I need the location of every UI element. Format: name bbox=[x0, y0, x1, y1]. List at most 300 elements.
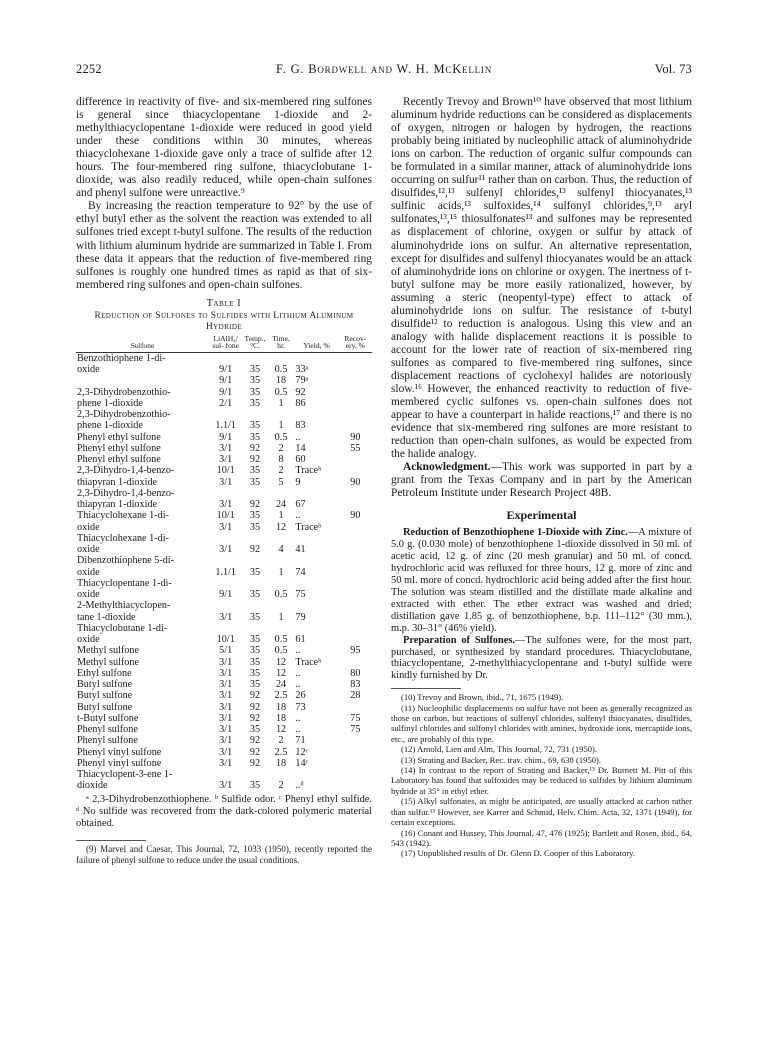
table-row bbox=[76, 780, 372, 791]
cell-sulfone: oxide bbox=[77, 521, 100, 533]
cell-temp: 35 bbox=[249, 780, 261, 792]
cell-temp: 35 bbox=[249, 611, 261, 623]
cell-yield bbox=[294, 769, 338, 780]
cell-temp: 92 bbox=[249, 701, 261, 713]
cell-time: 2 bbox=[278, 442, 284, 454]
cell-time: 1 bbox=[278, 510, 284, 522]
table-row bbox=[76, 510, 372, 521]
cell-temp: 35 bbox=[249, 431, 261, 443]
cell-ratio bbox=[209, 623, 242, 634]
cell-sulfone: thiapyran 1-dioxide bbox=[77, 499, 158, 511]
cell-time bbox=[268, 409, 295, 420]
cell-time: 0.5 bbox=[274, 645, 288, 657]
cell-time: 12 bbox=[275, 667, 287, 679]
cell-time: 2 bbox=[278, 465, 284, 477]
cell-temp: 35 bbox=[249, 375, 261, 387]
table-row bbox=[76, 679, 372, 690]
experimental-paragraph bbox=[391, 527, 692, 634]
cell-temp: 35 bbox=[249, 465, 261, 477]
cell-ratio: 9/1 bbox=[219, 364, 233, 376]
cell-ratio: 9/1 bbox=[219, 386, 233, 398]
cell-recovery bbox=[339, 544, 372, 555]
cell-sulfone: 2-Methylthiacyclopen- bbox=[77, 600, 171, 612]
table-row bbox=[76, 409, 372, 420]
table-row bbox=[76, 364, 372, 375]
cell-time bbox=[268, 555, 295, 566]
paragraph: Recently Trevoy and Brown¹⁰ have observed that most lithium aluminum hydride reductions can be considered as displacements of oxygen, nitrogen or halogen by hydrogen, the reactions probably being initiated by nucleophilic attack of aluminohydride ions on carbon. The reduction of organic sulfur compounds can be formulated in a similar manner, attack of aluminohydride ions occurring on sulfur¹¹ rather than on carbon. Thus, the reduction of disulfides,¹²,¹³ sulfenyl chlorides,¹³ sulfenyl thiocyanates,¹³ sulfinic acids,¹³ sulfoxides,¹⁴ sulfonyl chlorides,⁹,¹³ aryl sulfonates,¹³,¹⁵ thiosulfonates¹³ and sulfones may be represented as displacement of chlorine, oxygen or sulfur by attack of aluminohydride ions on sulfur. An alternative representation, except for disulfides and sulfenyl thiocyanates would be an attack of aluminohydride ions on chlorine or oxygen. The inertness of t-butyl sulfone may be more easily rationalized, however, by assuming a steric (neopentyl-type) effect to attack of aluminohydride ions on sulfur. The resistance of t-butyl disulfide¹² to reduction is analogous. Using this view and an analogy with halide displacement reactions it is possible to account for the lower rate of reaction of six-membered ring sulfones as compared to five-membered ring sulfones, since displacement reactions of cyclohexyl halides are notoriously slow.¹⁶ However, the enhanced reactivity to reduction of five-membered cyclic sulfones vs. open-chain sulfones does not appear to have a counterpart in halide reactions,¹⁷ and there is no evidence that six-membered ring sulfones are more resistant to reduction than open-chain sulfones, as would be expected from the halide analogy. bbox=[391, 96, 692, 461]
cell-sulfone: phene 1-dioxide bbox=[77, 397, 143, 409]
table-row bbox=[76, 589, 372, 600]
cell-recovery: 55 bbox=[350, 442, 361, 454]
cell-recovery bbox=[339, 623, 372, 634]
cell-ratio: 3/1 bbox=[219, 712, 233, 724]
cell-yield: 79 bbox=[295, 611, 306, 623]
cell-recovery: 28 bbox=[350, 690, 361, 702]
table-row bbox=[76, 657, 372, 668]
cell-ratio: 3/1 bbox=[219, 611, 233, 623]
cell-recovery: 83 bbox=[350, 679, 361, 691]
table-row bbox=[76, 443, 372, 454]
cell-temp: 92 bbox=[249, 442, 261, 454]
cell-recovery bbox=[339, 465, 372, 476]
cell-sulfone: oxide bbox=[77, 566, 100, 578]
cell-ratio: 9/1 bbox=[219, 589, 233, 601]
col-header-sulfone: Sulfone bbox=[130, 341, 155, 351]
procedure-text: —The sulfones were, for the most part, purchased, or synthesized by standard procedures. Thiacyclobutane, thiacyclopentane, 2-methylthiacyclopentane and t-butyl sulfide were kindly furnished by Dr. bbox=[391, 634, 693, 682]
cell-recovery: 90 bbox=[350, 431, 361, 443]
cell-sulfone: 2,3-Dihydro-1,4-benzo- bbox=[77, 465, 175, 477]
cell-ratio bbox=[209, 600, 242, 611]
cell-sulfone: Phenyl ethyl sulfone bbox=[77, 442, 161, 454]
cell-ratio: 3/1 bbox=[219, 544, 233, 556]
cell-sulfone: Methyl sulfone bbox=[77, 645, 139, 657]
cell-recovery bbox=[339, 780, 372, 791]
cell-recovery bbox=[339, 398, 372, 409]
table-row bbox=[76, 544, 372, 555]
table-row bbox=[76, 702, 372, 713]
cell-ratio: 3/1 bbox=[219, 690, 233, 702]
cell-recovery bbox=[339, 352, 372, 364]
cell-ratio bbox=[209, 578, 242, 589]
table-row bbox=[76, 352, 372, 364]
table-row bbox=[76, 758, 372, 769]
footnote: (9) Marvel and Caesar, This Journal, 72, 1033 (1950), recently reported the failure of phenyl sulfone to reduce under the usual conditions. bbox=[76, 844, 372, 866]
cell-time: 2 bbox=[278, 735, 284, 747]
cell-time: 24 bbox=[275, 499, 287, 511]
table-header-row bbox=[76, 335, 372, 353]
cell-temp: 35 bbox=[249, 566, 261, 578]
cell-temp: 35 bbox=[249, 656, 261, 668]
cell-recovery bbox=[339, 578, 372, 589]
cell-temp bbox=[242, 623, 267, 634]
footnote: (11) Nucleophilic displacements on sulfur have not been as generally recognized as those on carbon, but reactions of sulfenyl chlorides, sulfenyl thiocyanates, disulfides, sulfinyl chlorides and sulfonyl chlorides with amines, hydroxide ions, mercaptide ions, etc., are probably of this type. bbox=[391, 702, 692, 744]
table-row bbox=[76, 533, 372, 544]
cell-temp: 92 bbox=[249, 454, 261, 466]
cell-time: 8 bbox=[278, 454, 284, 466]
cell-yield bbox=[294, 488, 338, 499]
cell-yield: .. bbox=[295, 645, 301, 657]
page-number: 2252 bbox=[76, 62, 102, 76]
cell-ratio: 3/1 bbox=[219, 454, 233, 466]
cell-recovery bbox=[339, 420, 372, 431]
cell-yield: 41 bbox=[295, 544, 306, 556]
paragraph: difference in reactivity of five- and six-membered ring sulfones is general since thiacyclopentane 1-dioxide and 2-methylthiacyclopentane 1-dioxide were reduced in good yield under these conditions within 30 minutes, whereas thiacyclohexane 1-dioxide gave only a trace of sulfide after 12 hours. The four-membered ring sulfone, thiacyclobutane 1-dioxide, was also readily reduced, while open-chain sulfones and phenyl sulfone were unreactive.⁹ bbox=[76, 96, 372, 200]
section-heading: Experimental bbox=[506, 508, 577, 523]
cell-ratio bbox=[209, 555, 242, 566]
cell-time bbox=[268, 533, 295, 544]
cell-yield: ..ᵈ bbox=[295, 780, 304, 792]
cell-recovery bbox=[339, 364, 372, 375]
cell-recovery bbox=[339, 657, 372, 668]
cell-time: 5 bbox=[278, 476, 284, 488]
cell-ratio: 3/1 bbox=[219, 724, 233, 736]
footnote: (16) Conant and Hussey, This Journal, 47, 476 (1925); Bartlett and Rosen, ibid., 64, 543 (1942). bbox=[391, 827, 692, 848]
acknowledgment bbox=[391, 461, 692, 500]
cell-sulfone: Phenyl vinyl sulfone bbox=[77, 757, 162, 769]
cell-yield: 14 bbox=[295, 442, 306, 454]
procedure-text: —A mixture of 5.0 g. (0.030 mole) of benzothiophene 1-dioxide dissolved in 50 ml. of acetic acid, 12 g. of zinc (20 mesh granular) and 50 ml. of concd. hydrochloric acid was refluxed for three hours, 12 g. more of zinc and 50 ml. more of concd. hydrochloric acid being added after the first hour. The solution was steam distilled and the distillate made alkaline and extracted with ether. The ether extract was washed and dried; distillation gave 1.85 g. of benzothiophene, b.p. 111–112° (30 mm.), m.p. 30–31° (46% yield). bbox=[391, 527, 692, 634]
cell-ratio: 10/1 bbox=[216, 634, 235, 646]
cell-yield: 33ᵃ bbox=[295, 364, 309, 376]
cell-temp: 35 bbox=[249, 420, 261, 432]
footnote: (17) Unpublished results of Dr. Glenn D. Cooper of this Laboratory. bbox=[401, 848, 636, 859]
footnote-rule bbox=[391, 688, 461, 689]
cell-ratio: 3/1 bbox=[219, 746, 233, 758]
table-row bbox=[76, 522, 372, 533]
cell-sulfone: oxide bbox=[77, 364, 100, 376]
cell-temp: 35 bbox=[249, 364, 261, 376]
cell-recovery: 90 bbox=[350, 476, 361, 488]
cell-time: 0.5 bbox=[274, 386, 288, 398]
cell-temp: 35 bbox=[249, 397, 261, 409]
cell-sulfone: phene 1-dioxide bbox=[77, 420, 143, 432]
right-column bbox=[391, 96, 692, 859]
cell-sulfone: Thiacyclohexane 1-di- bbox=[77, 510, 169, 522]
cell-yield bbox=[294, 623, 338, 634]
cell-ratio: 3/1 bbox=[219, 476, 233, 488]
cell-yield: Traceᵇ bbox=[295, 465, 322, 477]
table-row bbox=[76, 690, 372, 701]
table-row bbox=[76, 612, 372, 623]
footnote: (10) Trevoy and Brown, ibid., 71, 1675 (1949). bbox=[401, 692, 564, 703]
cell-ratio: 1.1/1 bbox=[215, 420, 236, 432]
cell-yield bbox=[294, 352, 338, 364]
table-row bbox=[76, 645, 372, 656]
cell-time: 1 bbox=[278, 420, 284, 432]
cell-ratio: 3/1 bbox=[219, 499, 233, 511]
cell-sulfone: Methyl sulfone bbox=[77, 656, 139, 668]
cell-recovery: 80 bbox=[350, 667, 361, 679]
procedure-title: Reduction of Benzothiophene 1-Dioxide with Zinc. bbox=[403, 527, 628, 539]
cell-sulfone: Phenyl sulfone bbox=[77, 724, 138, 736]
cell-temp: 35 bbox=[249, 386, 261, 398]
cell-ratio: 3/1 bbox=[219, 667, 233, 679]
cell-ratio: 10/1 bbox=[216, 465, 235, 477]
cell-recovery: 95 bbox=[350, 645, 361, 657]
cell-recovery bbox=[339, 375, 372, 386]
table-row bbox=[76, 623, 372, 634]
cell-yield bbox=[294, 409, 338, 420]
cell-recovery bbox=[339, 555, 372, 566]
cell-time: 12 bbox=[275, 521, 287, 533]
experimental-paragraph bbox=[391, 635, 692, 683]
cell-ratio bbox=[209, 352, 242, 364]
cell-yield: Traceᵇ bbox=[295, 521, 322, 533]
cell-temp: 35 bbox=[249, 667, 261, 679]
cell-time: 1 bbox=[278, 397, 284, 409]
table-caption: Reduction of Sulfones to Sulfides with Lithium Aluminum Hydride bbox=[94, 310, 354, 332]
cell-ratio: 5/1 bbox=[219, 645, 233, 657]
cell-recovery bbox=[339, 758, 372, 769]
table-row bbox=[76, 555, 372, 566]
cell-yield: .. bbox=[295, 667, 301, 679]
cell-sulfone: Butyl sulfone bbox=[77, 690, 133, 702]
cell-ratio: 1.1/1 bbox=[215, 566, 236, 578]
left-column bbox=[76, 96, 372, 866]
cell-yield bbox=[294, 555, 338, 566]
cell-recovery bbox=[339, 735, 372, 746]
cell-temp: 35 bbox=[249, 521, 261, 533]
cell-sulfone: Thiacyclopent-3-ene 1- bbox=[77, 769, 173, 781]
cell-sulfone bbox=[76, 375, 209, 386]
cell-recovery bbox=[339, 567, 372, 578]
cell-sulfone: t-Butyl sulfone bbox=[77, 712, 139, 724]
table-row bbox=[76, 600, 372, 611]
cell-temp: 92 bbox=[249, 746, 261, 758]
cell-recovery bbox=[339, 769, 372, 780]
cell-temp: 92 bbox=[249, 757, 261, 769]
cell-time: 2 bbox=[278, 780, 284, 792]
cell-temp: 35 bbox=[249, 634, 261, 646]
cell-sulfone: Thiacyclopentane 1-di- bbox=[77, 577, 172, 589]
cell-time: 2.5 bbox=[274, 746, 288, 758]
cell-time bbox=[268, 600, 295, 611]
cell-temp: 35 bbox=[249, 476, 261, 488]
table-row bbox=[76, 488, 372, 499]
cell-time bbox=[268, 488, 295, 499]
cell-recovery: 90 bbox=[350, 510, 361, 522]
cell-recovery bbox=[339, 454, 372, 465]
cell-ratio: 3/1 bbox=[219, 780, 233, 792]
cell-temp: 35 bbox=[249, 510, 261, 522]
cell-time: 18 bbox=[275, 712, 287, 724]
cell-ratio: 3/1 bbox=[219, 701, 233, 713]
cell-sulfone: thiapyran 1-dioxide bbox=[77, 476, 158, 488]
cell-recovery bbox=[339, 600, 372, 611]
col-header-recovery: Recov- ery, % bbox=[344, 333, 367, 351]
table-row bbox=[76, 420, 372, 431]
table-footnote: ᵃ 2,3-Dihydrobenzothiophene. ᵇ Sulfide odor. ᶜ Phenyl ethyl sulfide. ᵈ No sulfide was recovered from the dark-colored polymeric material obtained. bbox=[76, 793, 372, 829]
table-row bbox=[76, 398, 372, 409]
cell-time: 24 bbox=[275, 679, 287, 691]
cell-yield: 61 bbox=[295, 634, 306, 646]
cell-time: 0.5 bbox=[274, 431, 288, 443]
cell-yield: 79ᵃ bbox=[295, 375, 309, 387]
cell-temp: 92 bbox=[249, 735, 261, 747]
table-row bbox=[76, 454, 372, 465]
cell-ratio: 10/1 bbox=[216, 510, 235, 522]
cell-time bbox=[268, 578, 295, 589]
cell-sulfone: oxide bbox=[77, 589, 100, 601]
paragraph: By increasing the reaction temperature to 92° by the use of ethyl butyl ether as the solvent the reaction was extended to all sulfones tried except t-butyl sulfone. The results of the reduction with lithium aluminum hydride are summarized in Table I. From these data it appears that the reduction of five-membered ring sulfones is roughly one hundred times as rapid as that of six-membered ring sulfones and open-chain sulfones. bbox=[76, 200, 372, 291]
cell-time: 18 bbox=[275, 757, 287, 769]
cell-sulfone: Dibenzothiophene 5-di- bbox=[77, 555, 175, 567]
cell-sulfone: 2,3-Dihydrobenzothio- bbox=[77, 386, 171, 398]
table-row bbox=[76, 432, 372, 443]
cell-time bbox=[268, 623, 295, 634]
cell-time: 12 bbox=[275, 656, 287, 668]
cell-recovery bbox=[339, 702, 372, 713]
col-header-temp: Temp., °C. bbox=[244, 333, 266, 351]
cell-time: 0.5 bbox=[274, 634, 288, 646]
cell-ratio: 9/1 bbox=[219, 375, 233, 387]
table-row bbox=[76, 724, 372, 735]
footnote: (12) Arnold, Lien and Alm, This Journal, 72, 731 (1950). bbox=[401, 744, 598, 755]
cell-recovery: 75 bbox=[350, 712, 361, 724]
cell-temp: 92 bbox=[249, 712, 261, 724]
cell-temp: 92 bbox=[249, 544, 261, 556]
cell-sulfone: Phenyl vinyl sulfone bbox=[77, 746, 162, 758]
col-header-yield: Yield, % bbox=[303, 341, 330, 351]
cell-sulfone: Phenyl sulfone bbox=[77, 735, 138, 747]
cell-ratio bbox=[209, 533, 242, 544]
table-row bbox=[76, 668, 372, 679]
cell-temp bbox=[242, 578, 267, 589]
cell-sulfone: oxide bbox=[77, 634, 100, 646]
cell-yield bbox=[294, 578, 338, 589]
cell-recovery: 75 bbox=[350, 724, 361, 736]
cell-yield: 12ᶜ bbox=[295, 746, 309, 758]
cell-temp bbox=[242, 600, 267, 611]
cell-sulfone: oxide bbox=[77, 544, 100, 556]
cell-sulfone: Phenyl ethyl sulfone bbox=[77, 454, 161, 466]
table-row bbox=[76, 387, 372, 398]
cell-yield: 60 bbox=[295, 454, 306, 466]
cell-yield: 14ᶜ bbox=[295, 757, 309, 769]
table-row bbox=[76, 465, 372, 476]
cell-time: 1 bbox=[278, 611, 284, 623]
cell-recovery bbox=[339, 612, 372, 623]
cell-yield: .. bbox=[295, 510, 301, 522]
cell-yield: 26 bbox=[295, 690, 306, 702]
cell-recovery bbox=[339, 533, 372, 544]
cell-ratio: 3/1 bbox=[219, 656, 233, 668]
cell-sulfone: 2,3-Dihydro-1,4-benzo- bbox=[77, 487, 175, 499]
cell-recovery bbox=[339, 499, 372, 510]
cell-time: 0.5 bbox=[274, 364, 288, 376]
cell-recovery bbox=[339, 488, 372, 499]
cell-ratio: 3/1 bbox=[219, 735, 233, 747]
table-row bbox=[76, 567, 372, 578]
cell-temp bbox=[242, 533, 267, 544]
cell-yield: 75 bbox=[295, 589, 306, 601]
cell-ratio: 2/1 bbox=[219, 397, 233, 409]
cell-recovery bbox=[339, 634, 372, 645]
cell-ratio: 3/1 bbox=[219, 521, 233, 533]
cell-yield: 74 bbox=[295, 566, 306, 578]
cell-yield bbox=[294, 533, 338, 544]
footnote-rule bbox=[76, 840, 146, 841]
volume-label: Vol. 73 bbox=[654, 62, 692, 76]
acknowledgment-label: Acknowledgment. bbox=[403, 461, 491, 474]
table-row bbox=[76, 375, 372, 386]
cell-ratio bbox=[209, 409, 242, 420]
cell-yield: .. bbox=[295, 724, 301, 736]
cell-temp: 35 bbox=[249, 645, 261, 657]
cell-yield: 92 bbox=[295, 386, 306, 398]
cell-temp: 35 bbox=[249, 589, 261, 601]
cell-sulfone: 2,3-Dihydrobenzothio- bbox=[77, 409, 171, 421]
table-row bbox=[76, 747, 372, 758]
cell-temp: 92 bbox=[249, 499, 261, 511]
cell-temp: 35 bbox=[249, 679, 261, 691]
cell-recovery bbox=[339, 522, 372, 533]
cell-yield: 67 bbox=[295, 499, 306, 511]
cell-recovery bbox=[339, 387, 372, 398]
cell-time: 12 bbox=[275, 724, 287, 736]
cell-sulfone: Ethyl sulfone bbox=[77, 667, 132, 679]
cell-yield: .. bbox=[295, 712, 301, 724]
sulfone-reduction-table bbox=[76, 335, 372, 792]
cell-yield: 83 bbox=[295, 420, 306, 432]
table-body bbox=[76, 352, 372, 791]
col-header-ratio: LiAlH₄/ sul- fone bbox=[212, 333, 240, 351]
table-title: Table I bbox=[206, 297, 242, 309]
table-row bbox=[76, 578, 372, 589]
table-row bbox=[76, 769, 372, 780]
cell-yield: 73 bbox=[295, 701, 306, 713]
cell-time: 1 bbox=[278, 566, 284, 578]
cell-time: 18 bbox=[275, 375, 287, 387]
cell-sulfone: Thiacyclobutane 1-di- bbox=[77, 622, 168, 634]
cell-recovery bbox=[339, 589, 372, 600]
cell-yield: 86 bbox=[295, 397, 306, 409]
cell-sulfone: dioxide bbox=[77, 780, 108, 792]
footnote: (14) In contrast to the report of Strating and Backer,¹³ Dr. Burnett M. Pitt of this Laboratory has found that sulfoxides may be reduced to sulfides by lithium aluminum hydride at 35° in ethyl ether. bbox=[391, 765, 692, 796]
table-row bbox=[76, 499, 372, 510]
cell-time: 4 bbox=[278, 544, 284, 556]
cell-yield: 71 bbox=[295, 735, 306, 747]
cell-sulfone: Butyl sulfone bbox=[77, 701, 133, 713]
footnote-list bbox=[391, 692, 692, 859]
cell-ratio bbox=[209, 488, 242, 499]
cell-time bbox=[268, 352, 295, 364]
running-header bbox=[76, 62, 692, 78]
cell-sulfone: tane 1-dioxide bbox=[77, 611, 136, 623]
cell-time bbox=[268, 769, 295, 780]
cell-yield: 9 bbox=[295, 476, 301, 488]
cell-temp bbox=[242, 555, 267, 566]
cell-ratio: 3/1 bbox=[219, 679, 233, 691]
cell-sulfone: Benzothiophene 1-di- bbox=[77, 352, 166, 364]
table-row bbox=[76, 735, 372, 746]
cell-time: 2.5 bbox=[274, 690, 288, 702]
cell-temp bbox=[242, 352, 267, 364]
cell-temp bbox=[242, 488, 267, 499]
cell-ratio bbox=[209, 769, 242, 780]
col-header-time: Time, hr. bbox=[272, 333, 290, 351]
cell-sulfone: Butyl sulfone bbox=[77, 679, 133, 691]
cell-recovery bbox=[339, 747, 372, 758]
table-row bbox=[76, 477, 372, 488]
table-row bbox=[76, 713, 372, 724]
cell-temp bbox=[242, 409, 267, 420]
cell-sulfone: Thiacyclohexane 1-di- bbox=[77, 532, 169, 544]
cell-yield: Traceᵇ bbox=[295, 656, 322, 668]
cell-time: 0.5 bbox=[274, 589, 288, 601]
cell-ratio: 9/1 bbox=[219, 431, 233, 443]
cell-ratio: 3/1 bbox=[219, 757, 233, 769]
